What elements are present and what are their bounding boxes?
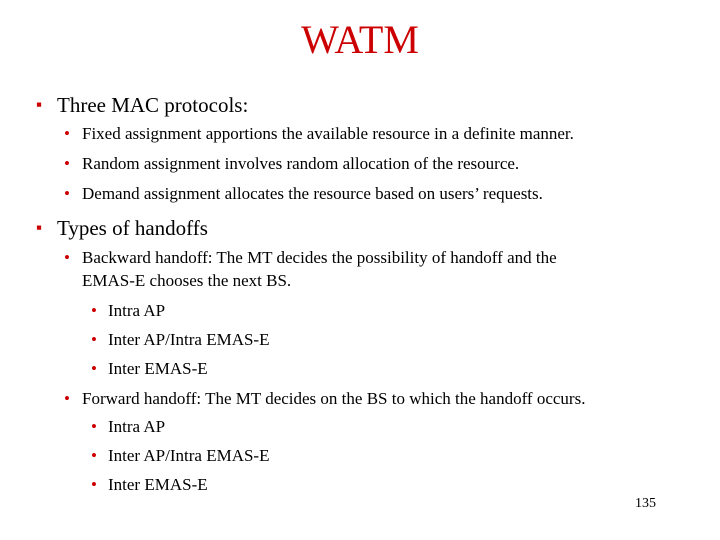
square-bullet-icon: ▪ — [36, 218, 43, 237]
sub-list-item: Intra AP — [108, 301, 166, 320]
dot-bullet-icon: • — [91, 330, 97, 349]
slide-title: WATM — [301, 17, 419, 62]
dot-bullet-icon: • — [91, 359, 97, 378]
list-item-forward: Forward handoff: The MT decides on the BS to which the handoff occurs. — [82, 389, 586, 408]
dot-bullet-icon: • — [64, 184, 70, 203]
list-item-backward-line2: EMAS-E chooses the next BS. — [82, 271, 292, 290]
dot-bullet-icon: • — [91, 417, 97, 436]
list-item: Demand assignment allocates the resource based on users’ requests. — [82, 184, 543, 203]
dot-bullet-icon: • — [64, 154, 70, 173]
section-heading-mac: Three MAC protocols: — [57, 93, 249, 117]
dot-bullet-icon: • — [64, 389, 70, 408]
sub-list-item: Inter EMAS-E — [108, 475, 208, 494]
dot-bullet-icon: • — [91, 475, 97, 494]
sub-list-item: Inter AP/Intra EMAS-E — [108, 330, 270, 349]
sub-list-item: Intra AP — [108, 417, 166, 436]
section-heading-handoffs: Types of handoffs — [57, 216, 208, 240]
list-item-backward-line1: Backward handoff: The MT decides the possibility of handoff and the — [82, 248, 557, 267]
page-number: 135 — [635, 496, 656, 511]
dot-bullet-icon: • — [64, 248, 70, 267]
sub-list-item: Inter AP/Intra EMAS-E — [108, 446, 270, 465]
list-item: Random assignment involves random allocation of the resource. — [82, 154, 520, 173]
list-item: Fixed assignment apportions the available resource in a definite manner. — [82, 124, 574, 143]
dot-bullet-icon: • — [91, 301, 97, 320]
square-bullet-icon: ▪ — [36, 95, 43, 114]
sub-list-item: Inter EMAS-E — [108, 359, 208, 378]
dot-bullet-icon: • — [64, 124, 70, 143]
dot-bullet-icon: • — [91, 446, 97, 465]
